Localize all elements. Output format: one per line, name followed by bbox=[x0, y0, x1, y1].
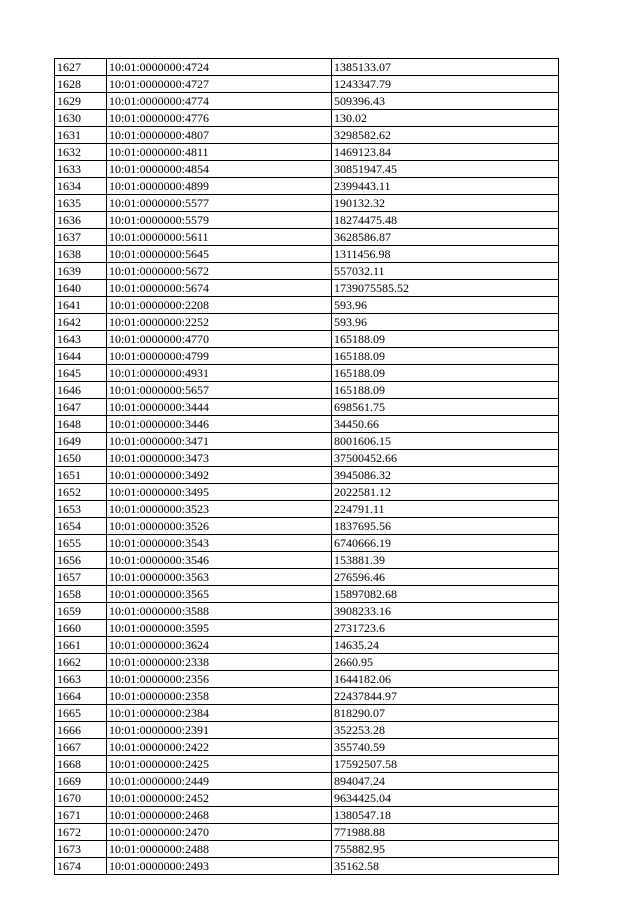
value-cell: 1243347.79 bbox=[332, 76, 559, 93]
table-row bbox=[55, 246, 559, 263]
row-number-cell: 1631 bbox=[55, 127, 107, 144]
table-row bbox=[55, 535, 559, 552]
cadastral-number-cell: 10:01:0000000:3624 bbox=[107, 637, 332, 654]
row-number-cell: 1652 bbox=[55, 484, 107, 501]
value-cell: 509396.43 bbox=[332, 93, 559, 110]
row-number-cell: 1674 bbox=[55, 858, 107, 875]
cadastral-number-cell: 10:01:0000000:3471 bbox=[107, 433, 332, 450]
cadastral-number-cell: 10:01:0000000:3546 bbox=[107, 552, 332, 569]
table-row bbox=[55, 484, 559, 501]
cadastral-value-table bbox=[54, 58, 559, 875]
value-cell: 190132.32 bbox=[332, 195, 559, 212]
row-number-cell: 1651 bbox=[55, 467, 107, 484]
row-number-cell: 1672 bbox=[55, 824, 107, 841]
row-number-cell: 1640 bbox=[55, 280, 107, 297]
cadastral-number-cell: 10:01:0000000:4776 bbox=[107, 110, 332, 127]
value-cell: 34450.66 bbox=[332, 416, 559, 433]
table-row bbox=[55, 807, 559, 824]
cadastral-number-cell: 10:01:0000000:4770 bbox=[107, 331, 332, 348]
cadastral-number-cell: 10:01:0000000:2358 bbox=[107, 688, 332, 705]
value-cell: 2022581.12 bbox=[332, 484, 559, 501]
table-row bbox=[55, 637, 559, 654]
row-number-cell: 1643 bbox=[55, 331, 107, 348]
row-number-cell: 1637 bbox=[55, 229, 107, 246]
row-number-cell: 1649 bbox=[55, 433, 107, 450]
table-row bbox=[55, 654, 559, 671]
value-cell: 2660.95 bbox=[332, 654, 559, 671]
value-cell: 1380547.18 bbox=[332, 807, 559, 824]
cadastral-number-cell: 10:01:0000000:2470 bbox=[107, 824, 332, 841]
cadastral-number-cell: 10:01:0000000:3543 bbox=[107, 535, 332, 552]
value-cell: 18274475.48 bbox=[332, 212, 559, 229]
table-row bbox=[55, 59, 559, 76]
value-cell: 355740.59 bbox=[332, 739, 559, 756]
row-number-cell: 1668 bbox=[55, 756, 107, 773]
table-row bbox=[55, 603, 559, 620]
row-number-cell: 1669 bbox=[55, 773, 107, 790]
value-cell: 17592507.58 bbox=[332, 756, 559, 773]
table-row bbox=[55, 620, 559, 637]
cadastral-number-cell: 10:01:0000000:2493 bbox=[107, 858, 332, 875]
value-cell: 35162.58 bbox=[332, 858, 559, 875]
cadastral-number-cell: 10:01:0000000:3444 bbox=[107, 399, 332, 416]
row-number-cell: 1628 bbox=[55, 76, 107, 93]
row-number-cell: 1646 bbox=[55, 382, 107, 399]
table-row bbox=[55, 824, 559, 841]
table-row bbox=[55, 229, 559, 246]
row-number-cell: 1653 bbox=[55, 501, 107, 518]
table-row bbox=[55, 773, 559, 790]
table-row bbox=[55, 178, 559, 195]
value-cell: 15897082.68 bbox=[332, 586, 559, 603]
row-number-cell: 1663 bbox=[55, 671, 107, 688]
table-row bbox=[55, 705, 559, 722]
row-number-cell: 1629 bbox=[55, 93, 107, 110]
table-row bbox=[55, 841, 559, 858]
row-number-cell: 1667 bbox=[55, 739, 107, 756]
cadastral-number-cell: 10:01:0000000:4811 bbox=[107, 144, 332, 161]
cadastral-number-cell: 10:01:0000000:5657 bbox=[107, 382, 332, 399]
table-row bbox=[55, 331, 559, 348]
table-row bbox=[55, 365, 559, 382]
cadastral-number-cell: 10:01:0000000:3495 bbox=[107, 484, 332, 501]
row-number-cell: 1654 bbox=[55, 518, 107, 535]
value-cell: 593.96 bbox=[332, 314, 559, 331]
value-cell: 557032.11 bbox=[332, 263, 559, 280]
table-row bbox=[55, 722, 559, 739]
value-cell: 2399443.11 bbox=[332, 178, 559, 195]
value-cell: 30851947.45 bbox=[332, 161, 559, 178]
value-cell: 1311456.98 bbox=[332, 246, 559, 263]
value-cell: 165188.09 bbox=[332, 331, 559, 348]
table-row bbox=[55, 569, 559, 586]
table-row bbox=[55, 161, 559, 178]
cadastral-number-cell: 10:01:0000000:4899 bbox=[107, 178, 332, 195]
cadastral-number-cell: 10:01:0000000:2208 bbox=[107, 297, 332, 314]
cadastral-number-cell: 10:01:0000000:3492 bbox=[107, 467, 332, 484]
value-cell: 14635.24 bbox=[332, 637, 559, 654]
row-number-cell: 1661 bbox=[55, 637, 107, 654]
cadastral-number-cell: 10:01:0000000:2468 bbox=[107, 807, 332, 824]
row-number-cell: 1638 bbox=[55, 246, 107, 263]
row-number-cell: 1657 bbox=[55, 569, 107, 586]
table-row bbox=[55, 195, 559, 212]
table-row bbox=[55, 144, 559, 161]
table-row bbox=[55, 348, 559, 365]
value-cell: 9634425.04 bbox=[332, 790, 559, 807]
table-row bbox=[55, 93, 559, 110]
value-cell: 894047.24 bbox=[332, 773, 559, 790]
cadastral-number-cell: 10:01:0000000:3588 bbox=[107, 603, 332, 620]
cadastral-number-cell: 10:01:0000000:3523 bbox=[107, 501, 332, 518]
cadastral-number-cell: 10:01:0000000:4799 bbox=[107, 348, 332, 365]
table-row bbox=[55, 688, 559, 705]
table-row bbox=[55, 450, 559, 467]
table-row bbox=[55, 858, 559, 875]
value-cell: 755882.95 bbox=[332, 841, 559, 858]
value-cell: 3628586.87 bbox=[332, 229, 559, 246]
value-cell: 1385133.07 bbox=[332, 59, 559, 76]
value-cell: 3298582.62 bbox=[332, 127, 559, 144]
row-number-cell: 1660 bbox=[55, 620, 107, 637]
value-cell: 224791.11 bbox=[332, 501, 559, 518]
value-cell: 3908233.16 bbox=[332, 603, 559, 620]
table-row bbox=[55, 790, 559, 807]
table-row bbox=[55, 756, 559, 773]
table-row bbox=[55, 416, 559, 433]
row-number-cell: 1656 bbox=[55, 552, 107, 569]
table-row bbox=[55, 314, 559, 331]
row-number-cell: 1662 bbox=[55, 654, 107, 671]
cadastral-number-cell: 10:01:0000000:4931 bbox=[107, 365, 332, 382]
row-number-cell: 1664 bbox=[55, 688, 107, 705]
value-cell: 6740666.19 bbox=[332, 535, 559, 552]
cadastral-number-cell: 10:01:0000000:4774 bbox=[107, 93, 332, 110]
table-row bbox=[55, 280, 559, 297]
table-row bbox=[55, 586, 559, 603]
table-row bbox=[55, 671, 559, 688]
row-number-cell: 1655 bbox=[55, 535, 107, 552]
value-cell: 130.02 bbox=[332, 110, 559, 127]
cadastral-number-cell: 10:01:0000000:2452 bbox=[107, 790, 332, 807]
cadastral-number-cell: 10:01:0000000:3526 bbox=[107, 518, 332, 535]
value-cell: 1644182.06 bbox=[332, 671, 559, 688]
cadastral-number-cell: 10:01:0000000:5579 bbox=[107, 212, 332, 229]
value-cell: 352253.28 bbox=[332, 722, 559, 739]
table-row bbox=[55, 76, 559, 93]
cadastral-number-cell: 10:01:0000000:2449 bbox=[107, 773, 332, 790]
row-number-cell: 1639 bbox=[55, 263, 107, 280]
cadastral-number-cell: 10:01:0000000:5645 bbox=[107, 246, 332, 263]
row-number-cell: 1641 bbox=[55, 297, 107, 314]
row-number-cell: 1666 bbox=[55, 722, 107, 739]
value-cell: 153881.39 bbox=[332, 552, 559, 569]
table-row bbox=[55, 433, 559, 450]
value-cell: 771988.88 bbox=[332, 824, 559, 841]
cadastral-number-cell: 10:01:0000000:4854 bbox=[107, 161, 332, 178]
cadastral-number-cell: 10:01:0000000:2338 bbox=[107, 654, 332, 671]
cadastral-number-cell: 10:01:0000000:3446 bbox=[107, 416, 332, 433]
cadastral-number-cell: 10:01:0000000:3565 bbox=[107, 586, 332, 603]
value-cell: 276596.46 bbox=[332, 569, 559, 586]
cadastral-number-cell: 10:01:0000000:3473 bbox=[107, 450, 332, 467]
row-number-cell: 1642 bbox=[55, 314, 107, 331]
table-row bbox=[55, 552, 559, 569]
value-cell: 2731723.6 bbox=[332, 620, 559, 637]
row-number-cell: 1645 bbox=[55, 365, 107, 382]
value-cell: 8001606.15 bbox=[332, 433, 559, 450]
row-number-cell: 1673 bbox=[55, 841, 107, 858]
table-row bbox=[55, 399, 559, 416]
value-cell: 3945086.32 bbox=[332, 467, 559, 484]
table-row bbox=[55, 501, 559, 518]
cadastral-number-cell: 10:01:0000000:5672 bbox=[107, 263, 332, 280]
cadastral-number-cell: 10:01:0000000:5611 bbox=[107, 229, 332, 246]
cadastral-number-cell: 10:01:0000000:2422 bbox=[107, 739, 332, 756]
row-number-cell: 1635 bbox=[55, 195, 107, 212]
table-row bbox=[55, 382, 559, 399]
cadastral-number-cell: 10:01:0000000:2356 bbox=[107, 671, 332, 688]
row-number-cell: 1658 bbox=[55, 586, 107, 603]
cadastral-number-cell: 10:01:0000000:4727 bbox=[107, 76, 332, 93]
value-cell: 165188.09 bbox=[332, 348, 559, 365]
value-cell: 1469123.84 bbox=[332, 144, 559, 161]
row-number-cell: 1630 bbox=[55, 110, 107, 127]
row-number-cell: 1634 bbox=[55, 178, 107, 195]
cadastral-number-cell: 10:01:0000000:5674 bbox=[107, 280, 332, 297]
row-number-cell: 1644 bbox=[55, 348, 107, 365]
table-row bbox=[55, 297, 559, 314]
cadastral-number-cell: 10:01:0000000:2384 bbox=[107, 705, 332, 722]
row-number-cell: 1633 bbox=[55, 161, 107, 178]
row-number-cell: 1632 bbox=[55, 144, 107, 161]
cadastral-number-cell: 10:01:0000000:2252 bbox=[107, 314, 332, 331]
row-number-cell: 1627 bbox=[55, 59, 107, 76]
value-cell: 1739075585.52 bbox=[332, 280, 559, 297]
cadastral-number-cell: 10:01:0000000:5577 bbox=[107, 195, 332, 212]
table-row bbox=[55, 739, 559, 756]
table-row bbox=[55, 263, 559, 280]
value-cell: 22437844.97 bbox=[332, 688, 559, 705]
value-cell: 593.96 bbox=[332, 297, 559, 314]
cadastral-number-cell: 10:01:0000000:2488 bbox=[107, 841, 332, 858]
value-cell: 165188.09 bbox=[332, 365, 559, 382]
row-number-cell: 1659 bbox=[55, 603, 107, 620]
value-cell: 37500452.66 bbox=[332, 450, 559, 467]
value-cell: 818290.07 bbox=[332, 705, 559, 722]
table-row bbox=[55, 127, 559, 144]
table-row bbox=[55, 212, 559, 229]
row-number-cell: 1665 bbox=[55, 705, 107, 722]
row-number-cell: 1650 bbox=[55, 450, 107, 467]
cadastral-number-cell: 10:01:0000000:3563 bbox=[107, 569, 332, 586]
row-number-cell: 1647 bbox=[55, 399, 107, 416]
table-row bbox=[55, 518, 559, 535]
value-cell: 1837695.56 bbox=[332, 518, 559, 535]
table-body bbox=[55, 59, 559, 875]
cadastral-number-cell: 10:01:0000000:2425 bbox=[107, 756, 332, 773]
table-row bbox=[55, 110, 559, 127]
row-number-cell: 1671 bbox=[55, 807, 107, 824]
cadastral-number-cell: 10:01:0000000:3595 bbox=[107, 620, 332, 637]
cadastral-number-cell: 10:01:0000000:2391 bbox=[107, 722, 332, 739]
value-cell: 698561.75 bbox=[332, 399, 559, 416]
row-number-cell: 1648 bbox=[55, 416, 107, 433]
cadastral-number-cell: 10:01:0000000:4724 bbox=[107, 59, 332, 76]
row-number-cell: 1670 bbox=[55, 790, 107, 807]
value-cell: 165188.09 bbox=[332, 382, 559, 399]
table-row bbox=[55, 467, 559, 484]
cadastral-number-cell: 10:01:0000000:4807 bbox=[107, 127, 332, 144]
row-number-cell: 1636 bbox=[55, 212, 107, 229]
